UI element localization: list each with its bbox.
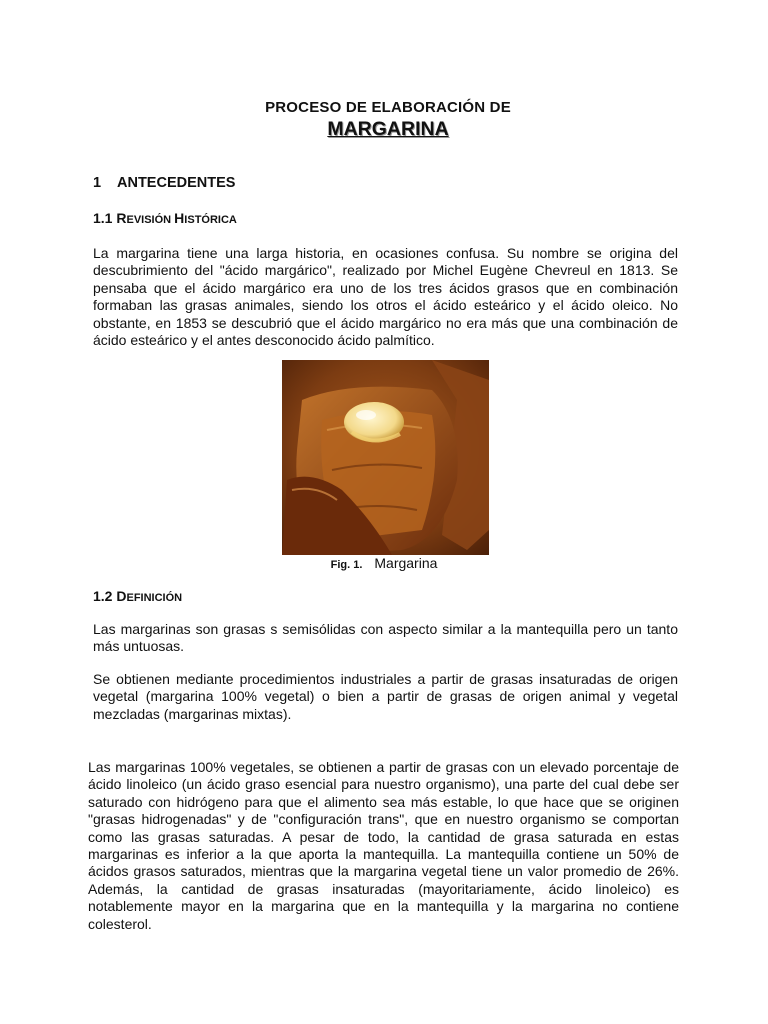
section-1-2-title-rest: EFINICIÓN xyxy=(126,592,183,604)
section-1-2-number: 1.2 xyxy=(93,588,113,604)
paragraph-definition: Las margarinas son grasas s semisólidas con aspecto similar a la mantequilla pero un tanto más untuosas. xyxy=(93,621,678,655)
title-line-1: PROCESO DE ELABORACIÓN DE xyxy=(265,99,511,116)
section-1-1-heading xyxy=(93,210,237,226)
title-line-2: MARGARINA xyxy=(327,118,449,140)
section-1-2-title-cap: D xyxy=(116,588,127,604)
figure-caption-text: Margarina xyxy=(374,555,438,571)
section-1-1-title-rest2: ISTÓRICA xyxy=(184,214,237,226)
paragraph-production: Se obtienen mediante procedimientos industriales a partir de grasas insaturadas de origen vegetal (margarina 100% vegetal) o bien a partir de grasas de origen animal y vegetal mezcladas (margarinas mixtas). xyxy=(93,671,678,722)
section-1-2-heading xyxy=(93,588,182,604)
section-1-number: 1 xyxy=(93,175,102,191)
section-1-1-number: 1.1 xyxy=(93,210,113,226)
paragraph-history: La margarina tiene una larga historia, en ocasiones confusa. Su nombre se origina del descubrimiento del "ácido margárico", realizado por Michel Eugène Chevreul en 1813. Se pensaba que el ácido margárico era uno de los tres ácidos grasos que en combinación formaban las grasas animales, siendo los otros el ácido esteárico y el ácido oleico. No obstante, en 1853 se descubrió que el ácido margárico no era más que una combinación de ácido esteárico y el antes desconocido ácido palmítico. xyxy=(93,245,678,349)
section-1-title: ANTECEDENTES xyxy=(117,175,236,191)
section-1-1-title-rest1: EVISIÓN xyxy=(126,214,175,226)
toast-illustration xyxy=(282,360,489,555)
paragraph-vegetable-margarine: Las margarinas 100% vegetales, se obtienen a partir de grasas con un elevado porcentaje de ácido linoleico (un ácido graso esencial para nuestro organismo), una parte del cual debe ser saturado con hidrógeno para que el alimento sea más estable, lo que hace que se originen "grasas hidrogenadas" y de "configuración trans", que en nuestro organismo se comportan como las grasas saturadas. A pesar de todo, la cantidad de grasa saturada en estas margarinas es inferior a la que aporta la mantequilla. La mantequilla contiene un 50% de ácidos grasos saturados, mientras que la margarina vegetal tiene un valor promedio de 26%. Además, la cantidad de grasas insaturadas (mayoritariamente, ácido linoleico) es notablemente mayor en la margarina que en la mantequilla y la margarina no contiene colesterol. xyxy=(88,759,679,932)
section-1-1-title-cap2: H xyxy=(174,210,185,226)
figure-caption xyxy=(0,555,768,571)
margarine-toast-image xyxy=(282,360,489,555)
figure-label: Fig. 1. xyxy=(330,559,363,571)
section-1-heading xyxy=(93,175,235,191)
section-1-1-title-cap1: R xyxy=(116,210,127,226)
